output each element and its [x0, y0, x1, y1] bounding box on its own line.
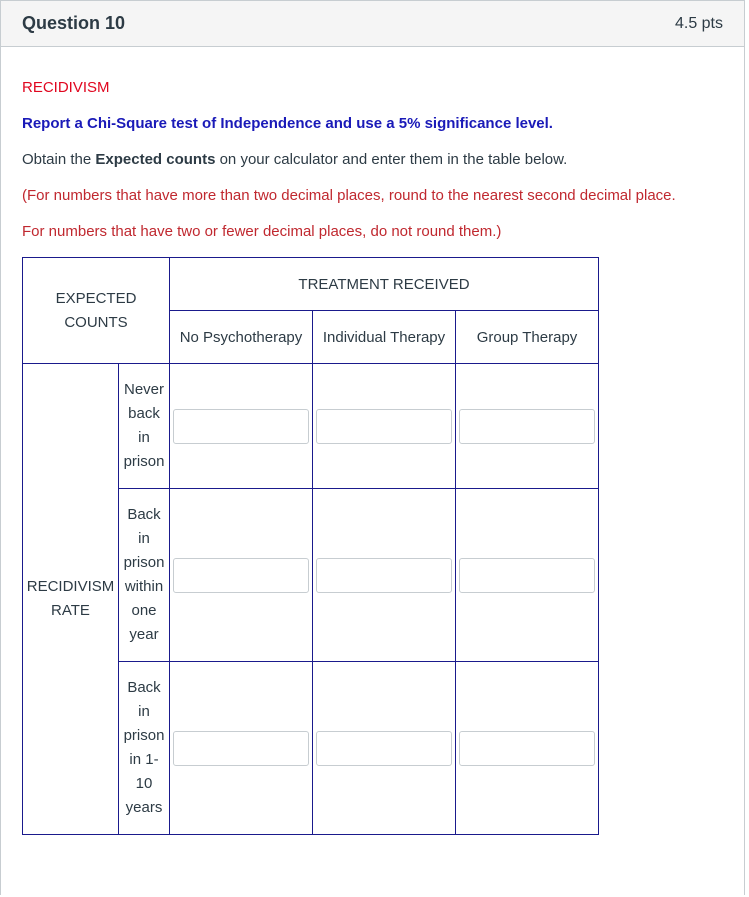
question-title: Question 10	[22, 13, 126, 33]
question-header	[1, 1, 744, 47]
section-heading: RECIDIVISM	[22, 79, 110, 96]
row-label-word: in	[138, 703, 150, 720]
rounding-note-2: For numbers that have two or fewer decimal places, do not round them.)	[22, 223, 502, 240]
row-label-word: 10	[135, 775, 153, 792]
cell-r1-c2	[313, 364, 456, 489]
row-label-back-within-one-year	[119, 489, 170, 662]
question-points: 4.5 pts	[674, 14, 723, 32]
corner-line-1: EXPECTED	[55, 289, 137, 307]
row-group-line-2: RATE	[51, 602, 90, 619]
expected-count-input-1-10-years-no-psychotherapy[interactable]	[173, 731, 309, 766]
row-label-word: in	[138, 530, 150, 547]
row-label-word: Back	[127, 506, 161, 523]
expected-count-input-never-back-no-psychotherapy[interactable]	[173, 409, 309, 444]
row-label-word: Never	[123, 381, 164, 398]
row-label-word: prison	[123, 554, 165, 571]
rounding-note-1: (For numbers that have more than two decimal places, round to the nearest second decimal place.	[22, 187, 676, 204]
treatment-header: TREATMENT RECEIVED	[170, 258, 599, 311]
row-label-back-in-1-10-years	[119, 662, 170, 835]
expected-count-input-within-one-year-group-therapy[interactable]	[459, 558, 595, 593]
col-header-individual-therapy: Individual Therapy	[313, 311, 456, 364]
expected-count-input-1-10-years-group-therapy[interactable]	[459, 731, 595, 766]
cell-r2-c1	[170, 489, 313, 662]
row-label-word: one	[131, 602, 157, 619]
corner-line-2: COUNTS	[64, 313, 128, 331]
row-label-word: within	[124, 578, 164, 595]
obtain-text-before: Obtain the	[22, 151, 96, 168]
row-group-header	[23, 364, 119, 835]
expected-counts-table	[22, 257, 599, 835]
row-label-word: prison	[123, 727, 165, 744]
cell-r2-c3	[456, 489, 599, 662]
obtain-text	[22, 151, 567, 168]
expected-count-input-within-one-year-no-psychotherapy[interactable]	[173, 558, 309, 593]
row-label-word: back	[128, 405, 160, 422]
col-header-group-therapy: Group Therapy	[456, 311, 599, 364]
cell-r3-c3	[456, 662, 599, 835]
row-label-word: years	[125, 799, 163, 816]
row-group-line-1: RECIDIVISM	[26, 578, 115, 595]
cell-r2-c2	[313, 489, 456, 662]
col-header-no-psychotherapy: No Psychotherapy	[170, 311, 313, 364]
cell-r3-c2	[313, 662, 456, 835]
row-label-word: in	[138, 429, 150, 446]
row-label-word: in 1-	[129, 751, 159, 768]
row-label-word: year	[129, 626, 159, 643]
obtain-text-bold: Expected counts	[95, 151, 216, 168]
cell-r1-c3	[456, 364, 599, 489]
corner-header	[23, 258, 170, 364]
expected-count-input-never-back-group-therapy[interactable]	[459, 409, 595, 444]
row-label-word: Back	[127, 679, 161, 696]
row-label-never-back	[119, 364, 170, 489]
instruction-text: Report a Chi-Square test of Independence and use a 5% significance level.	[22, 115, 553, 132]
expected-count-input-never-back-individual-therapy[interactable]	[316, 409, 452, 444]
expected-count-input-1-10-years-individual-therapy[interactable]	[316, 731, 452, 766]
obtain-text-after: on your calculator and enter them in the table below.	[215, 151, 568, 168]
cell-r1-c1	[170, 364, 313, 489]
cell-r3-c1	[170, 662, 313, 835]
expected-count-input-within-one-year-individual-therapy[interactable]	[316, 558, 452, 593]
row-label-word: prison	[123, 453, 165, 470]
